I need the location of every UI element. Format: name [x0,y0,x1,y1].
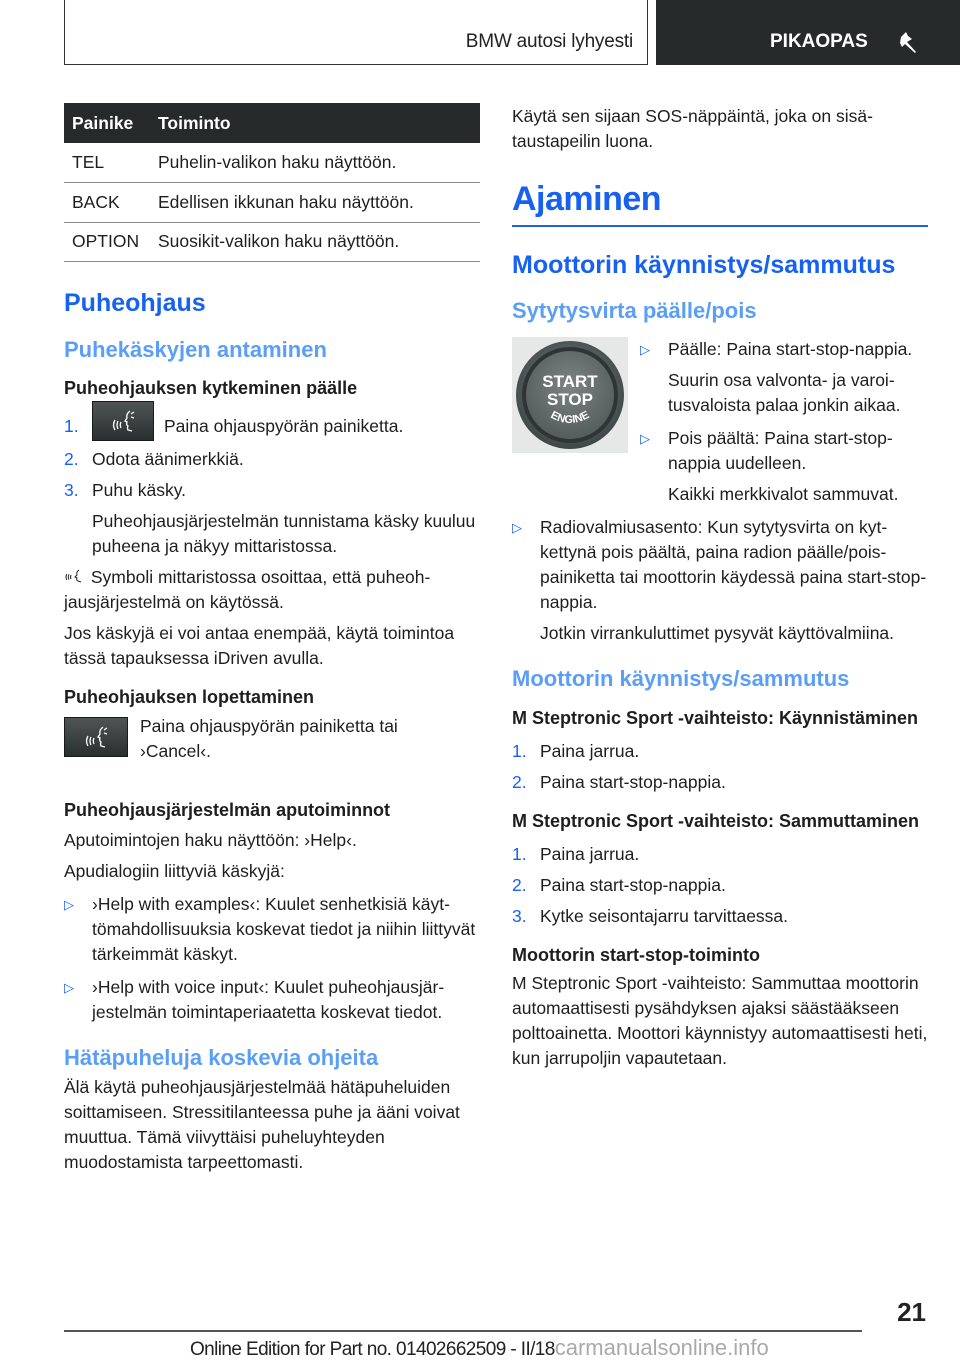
help-dialog-intro: Apudialogiin liittyviä käskyjä: [64,861,285,881]
help-text: Aputoimintojen haku näyttöön: ›Help‹. [64,830,357,850]
sos-text: Käytä sen sijaan SOS-näppäintä, joka on sisätaustapeilin luona. [512,106,873,151]
edition-text: Online Edition for Part no. 01402662509 - II/18 [190,1339,555,1360]
button-function-table [64,103,480,262]
step-text: Paina ohjauspyörän painiketta. [164,415,404,436]
heading-ignition: Sytytysvirta päälle/pois [512,298,757,323]
heading-help-functions: Puheohjausjärjestelmän aputoiminnot [64,800,391,820]
table-cell: Puhelin-valikon haku näyttöön. [150,143,480,183]
heading-emergency-calls: Hätäpuheluja koskevia ohjeita [64,1045,379,1070]
list-item [512,515,928,615]
section-header [64,0,648,65]
list-item [64,975,480,1025]
bullet-note: Suurin osa valvonta- ja varoitusvaloista palaa jonkin aikaa. [668,370,901,415]
left-column [64,103,480,1175]
bullet-text: Pois päältä: Paina start-stop-nappia uudelleen. [668,428,893,473]
step-number: 3. [64,480,79,500]
heading-engine-start-stop: Moottorin käynnistys/sammutus [512,251,896,279]
triangle-bullet-icon: ▷ [64,980,74,995]
step-note: Puheohjausjärjestelmän tunnistama käsky kuuluu puheena ja näkyy mittaristossa. [92,511,476,556]
table-cell: Edellisen ikkunan haku näyttöön. [150,183,480,223]
chapter-header [656,0,960,65]
heading-stop-procedure: M Steptronic Sport -vaihteisto: Sammuttaminen [512,811,920,831]
triangle-bullet-icon: ▷ [512,520,522,535]
svg-text:STOP: STOP [547,390,593,409]
ignition-block [512,337,928,507]
step-number: 2. [64,449,79,469]
svg-text:ENGINE: ENGINE [548,409,592,427]
bullet-text: Päälle: Paina start-stop-nappia. [668,339,913,359]
list-item: 2. Paina start-stop-nappia. [512,770,928,795]
watermark: carmanualsonline.info [554,1335,769,1360]
table-header-button: Painike [64,103,150,143]
footer-rule [64,1330,862,1332]
voice-control-button-icon [92,401,154,441]
bullet-note: Kaikki merkkivalot sammuvat. [668,484,899,504]
idrive-note: Jos käskyjä ei voi antaa enempää, käytä toimintoa tässä tapauksessa iDriven avulla. [64,623,455,668]
chapter-label: PIKAOPAS [770,31,868,52]
table-header-function: Toiminto [150,103,480,143]
list-item: 3. Kytke seisontajarru tarvittaessa. [512,904,928,929]
table-cell: BACK [64,183,150,223]
list-item [64,892,480,967]
table-row [64,183,480,223]
heading-rule [512,225,928,227]
table-cell: Suosikit-valikon haku näyttöön. [150,222,480,262]
emergency-text: Älä käytä puheohjausjärjestelmää hätäpuheluiden soittamiseen. Stressitilanteessa puhe ja ääni voivat muuttua. Tämä viivyttäisi puheluyhteyden muodostamista tarpeettomasti. [64,1077,460,1172]
step-text: Paina jarrua. [540,741,640,761]
bullet-text: ›Help with examples‹: Kuulet senhetkisiä käyttömahdollisuuksia koskevat tiedot ja niihin liittyvät tärkeimmät käskyt. [92,894,476,964]
step-text: Puhu käsky. [92,480,187,500]
heading-engine-start-stop-2: Moottorin käynnistys/sammutus [512,666,850,691]
pushpin-icon [896,29,922,55]
heading-stop-voice: Puheohjauksen lopettaminen [64,687,315,707]
stop-voice-block [64,714,480,764]
step-text: Paina jarrua. [540,844,640,864]
ignition-bullets [640,337,928,507]
voice-control-button-icon [64,717,128,757]
symbol-note-text: Symboli mittaristossa osoittaa, että puheohjausjärjestelmä on käytössä. [64,567,431,612]
triangle-bullet-icon: ▷ [640,342,650,357]
list-item [640,337,928,362]
heading-voice-commands: Puhekäskyjen antaminen [64,337,327,362]
list-item [64,411,480,441]
heading-voice-control: Puheohjaus [64,289,206,317]
svg-text:START: START [542,372,598,391]
page-number: 21 [897,1297,926,1327]
list-item: 1. Paina jarrua. [512,739,928,764]
bullet-text: Radiovalmiusasento: Kun sytytysvirta on kytkettynä pois päältä, paina radion päälle/pois-painiketta tai moottorin käydessä paina start-stop-nappia. [540,517,927,612]
step-number: 1. [64,415,79,436]
table-cell: TEL [64,143,150,183]
list-item: 1. Paina jarrua. [512,842,928,867]
table-row [64,222,480,262]
step-text: Paina start-stop-nappia. [540,772,726,792]
heading-driving: Ajaminen [512,180,662,218]
heading-auto-start-stop: Moottorin start-stop-toiminto [512,945,760,965]
list-item [64,447,480,472]
bullet-text: ›Help with voice input‹: Kuulet puheohjausjärjestelmän toimintaperiaatetta koskevat tiedot. [92,977,445,1022]
symbol-note [64,565,480,615]
triangle-bullet-icon: ▷ [64,897,74,912]
section-title: BMW autosi lyhyesti [465,31,633,52]
step-text: Paina start-stop-nappia. [540,875,726,895]
triangle-bullet-icon: ▷ [640,431,650,446]
table-cell: OPTION [64,222,150,262]
heading-start-procedure: M Steptronic Sport -vaihteisto: Käynnistäminen [512,708,919,728]
list-item [640,426,928,476]
list-item: 2. Paina start-stop-nappia. [512,873,928,898]
step-text: Odota äänimerkkiä. [92,449,244,469]
start-stop-engine-icon [512,337,628,453]
bullet-note: Jotkin virrankuluttimet pysyvät käyttövalmiina. [540,623,895,643]
voice-symbol-icon [64,568,86,584]
start-stop-button-image [512,337,628,453]
auto-start-stop-text: M Steptronic Sport -vaihteisto: Sammuttaa moottorin automaattisesti pysähdyksen ajaksi säästääkseen polttoainetta. Moottori käynnistyy automaattisesti heti, kun jarrupoljin vapautetaan. [512,973,928,1068]
heading-enable-voice: Puheohjauksen kytkeminen päälle [64,378,358,398]
right-column [512,103,928,1071]
step-text: Kytke seisontajarru tarvittaessa. [540,906,789,926]
stop-voice-text: Paina ohjauspyörän painiketta tai ›Cancel‹. [140,716,398,761]
table-row [64,143,480,183]
footer-edition [190,1335,769,1361]
list-item [64,478,480,503]
